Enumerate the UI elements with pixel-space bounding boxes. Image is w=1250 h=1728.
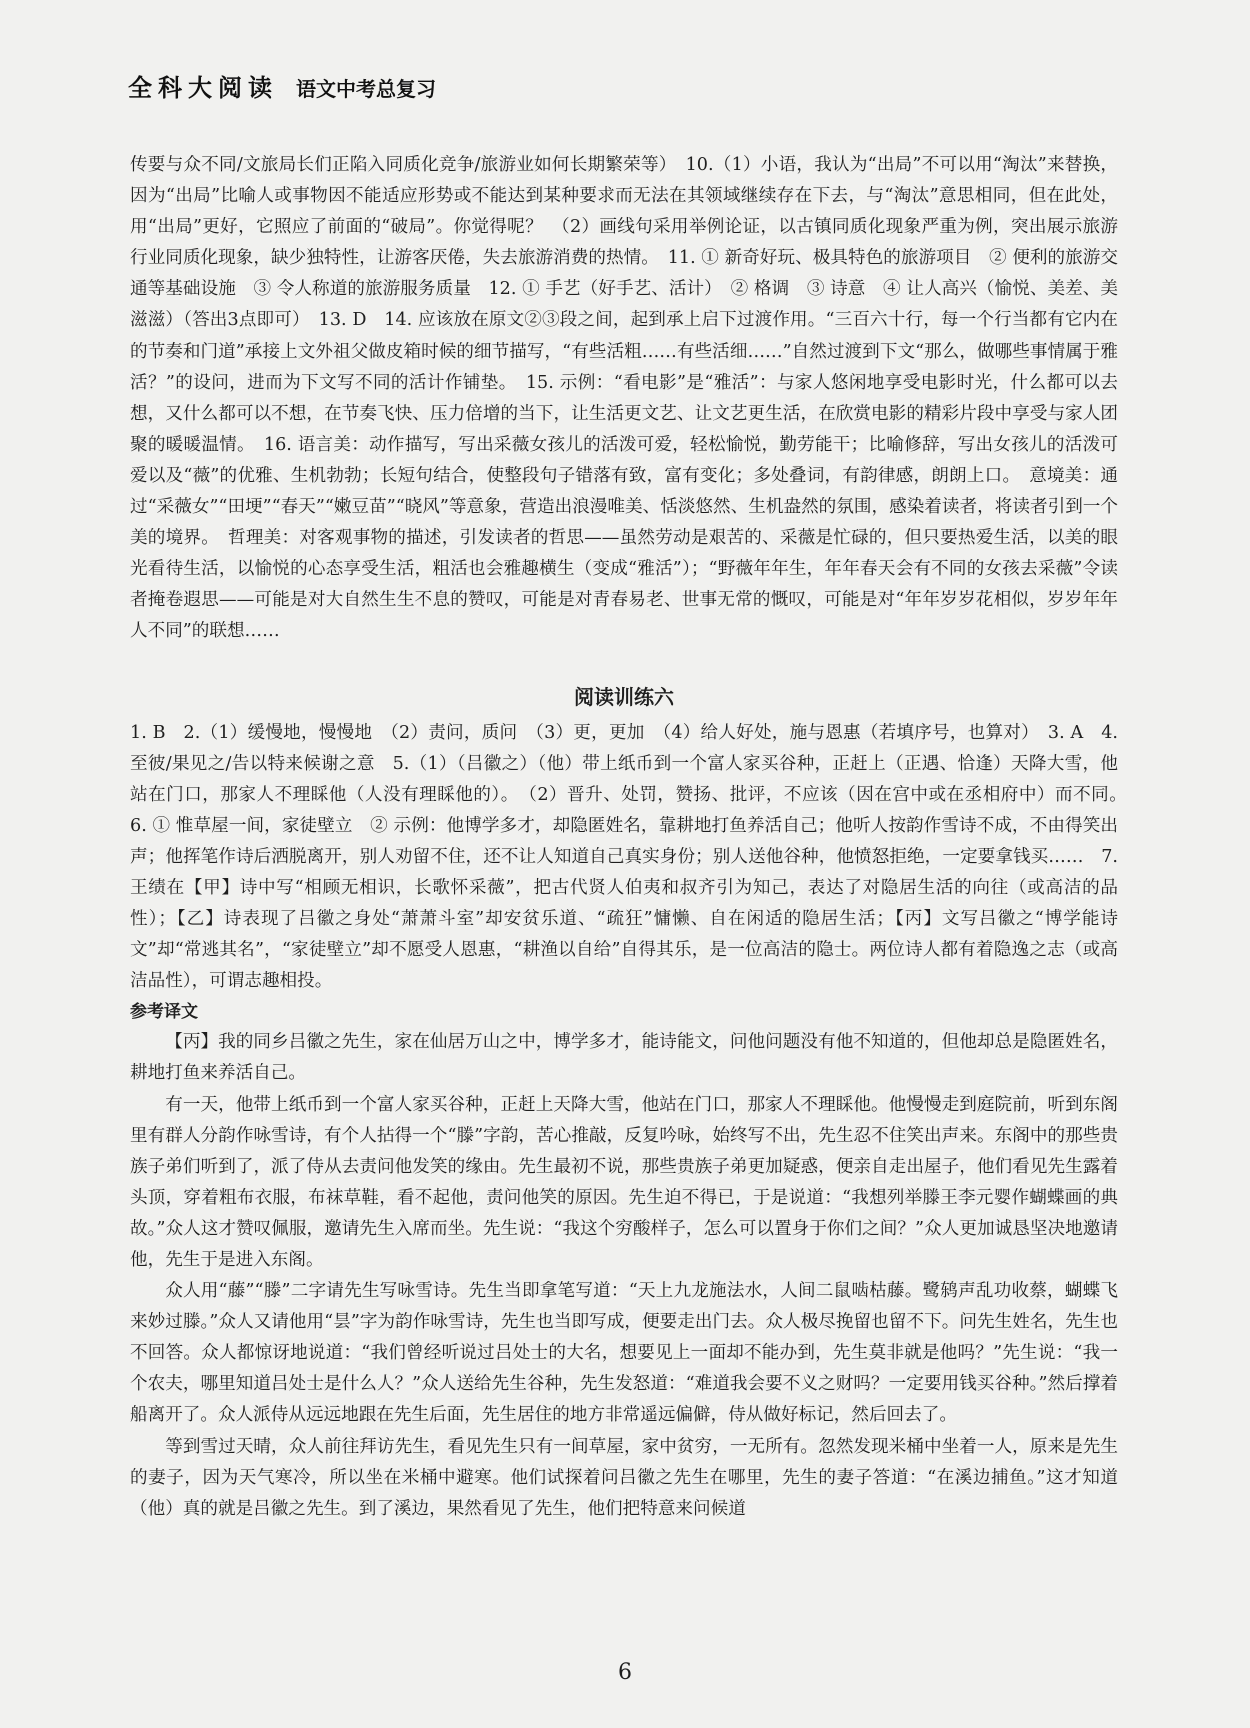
book-series-title: 全科大阅读 — [128, 74, 278, 102]
page-number: 6 — [618, 1660, 632, 1685]
book-subject-title: 语文中考总复习 — [296, 77, 436, 101]
page-content — [130, 150, 1136, 1525]
translation-title: 参考译文 — [130, 1002, 198, 1023]
answers-continued: 传要与众不同/文旅局长们正陷入同质化竞争/旅游业如何长期繁荣等） 10.（1）小语，我认为“出局”不可以用“淘汰”来替换，因为“出局”比喻人或事物因不能适应形势或不能达到某种要求而无法在其领域继续存在下去，与“淘汰”意思相同，但在此处，用“出局”更好，它照应了前面的“破局”。你觉得呢？ （2）画线句采用举例论证，以古镇同质化现象严重为例，突出展示旅游行业同质化现象，缺少独特性，让游客厌倦，失去旅游消费的热情。 11. ① 新奇好玩、极具特色的旅游项目 ② 便利的旅游交通等基础设施 ③ 令人称道的旅游服务质量 12. ① 手艺（好手艺、活计） ② 格调 ③ 诗意 ④ 让人高兴（愉悦、美差、美滋滋）（答出3点即可） 13. D 14. 应该放在原文②③段之间，起到承上启下过渡作用。“三百六十行，每一个行当都有它内在的节奏和门道”承接上文外祖父做皮箱时候的细节描写，“有些活粗……有些活细……”自然过渡到下文“那么，做哪些事情属于雅活？”的设问，进而为下文写不同的活计作铺垫。 15. 示例：“看电影”是“雅活”：与家人悠闲地享受电影时光，什么都可以去想，又什么都可以不想，在节奏飞快、压力倍增的当下，让生活更文艺、让文艺更生活，在欣赏电影的精彩片段中享受与家人团聚的暖暖温情。 16. 语言美：动作描写，写出采薇女孩儿的活泼可爱，轻松愉悦，勤劳能干；比喻修辞，写出女孩儿的活泼可爱以及“薇”的优雅、生机勃勃；长短句结合，使整段句子错落有致，富有变化；多处叠词，有韵律感，朗朗上口。 意境美：通过“采薇女”“田埂”“春天”“嫩豆苗”“晓风”等意象，营造出浪漫唯美、恬淡悠然、生机盎然的氛围，感染着读者，将读者引到一个美的境界。 哲理美：对客观事物的描述，引发读者的哲思——虽然劳动是艰苦的、采薇是忙碌的，但只要热爱生活，以美的眼光看待生活，以愉悦的心态享受生活，粗活也会雅趣横生（变成“雅活”）；“野薇年年生，年年春天会有不同的女孩去采薇”令读者掩卷遐思——可能是对大自然生生不息的赞叹，可能是对青春易老、世事无常的慨叹，可能是对“年年岁岁花相似，岁岁年年人不同”的联想…… — [130, 155, 1118, 642]
translation-paragraph: 【丙】我的同乡吕徽之先生，家在仙居万山之中，博学多才，能诗能文，问他问题没有他不知道的，但他却总是隐匿姓名，耕地打鱼来养活自己。 — [130, 1032, 1118, 1084]
translation-paragraph: 有一天，他带上纸币到一个富人家买谷种，正赶上天降大雪，他站在门口，那家人不理睬他。他慢慢走到庭院前，听到东阁里有群人分韵作咏雪诗，有个人拈得一个“滕”字韵，苦心推敲，反复吟咏，始终写不出，先生忍不住笑出声来。东阁中的那些贵族子弟们听到了，派了侍从去责问他发笑的缘由。先生最初不说，那些贵族子弟更加疑惑，便亲自走出屋子，他们看见先生露着头顶，穿着粗布衣服，布袜草鞋，看不起他，责问他笑的原因。先生迫不得已，于是说道：“我想列举滕王李元婴作蝴蝶画的典故。”众人这才赞叹佩服，邀请先生入席而坐。先生说：“我这个穷酸样子，怎么可以置身于你们之间？”众人更加诚恳坚决地邀请他，先生于是进入东阁。 — [130, 1094, 1118, 1270]
translation-paragraph: 众人用“藤”“滕”二字请先生写咏雪诗。先生当即拿笔写道：“天上九龙施法水，人间二鼠啮枯藤。鹭鸫声乱功收蔡，蝴蝶飞来妙过滕。”众人又请他用“昙”字为韵作咏雪诗，先生也当即写成，便要走出门去。众人极尽挽留也留不下。问先生姓名，先生也不回答。众人都惊讶地说道：“我们曾经听说过吕处士的大名，想要见上一面却不能办到，先生莫非就是他吗？”先生说：“我一个农夫，哪里知道吕处士是什么人？”众人送给先生谷种，先生发怒道：“难道我会要不义之财吗？一定要用钱买谷种。”然后撑着船离开了。众人派侍从远远地跟在先生后面，先生居住的地方非常遥远偏僻，侍从做好标记，然后回去了。 — [130, 1281, 1118, 1426]
page-header — [128, 68, 436, 103]
translation-paragraph: 等到雪过天晴，众人前往拜访先生，看见先生只有一间草屋，家中贫穷，一无所有。忽然发现米桶中坐着一人，原来是先生的妻子，因为天气寒冷，所以坐在米桶中避寒。他们试探着问吕徽之先生在哪里，先生的妻子答道：“在溪边捕鱼。”这才知道（他）真的就是吕徽之先生。到了溪边，果然看见了先生，他们把特意来问候道 — [130, 1436, 1118, 1519]
section-title: 阅读训练六 — [574, 684, 674, 709]
answers-section-six: 1. B 2.（1）缓慢地，慢慢地 （2）责问，质问 （3）更，更加 （4）给人好处，施与恩惠（若填序号，也算对） 3. A 4. 至彼/果见之/告以特来候谢之意 5.（1）（吕徽之）（他）带上纸币到一个富人家买谷种，正赶上（正遇、恰逢）天降大雪，他站在门口，那家人不理睬他（人没有理睬他的）。 （2）晋升、处罚，赞扬、批评，不应该（因在宫中或在丞相府中）而不同。 6. ① 惟草屋一间，家徒壁立 ② 示例：他博学多才，却隐匿姓名，靠耕地打鱼养活自己；他听人按韵作雪诗不成，不由得笑出声；他挥笔作诗后洒脱离开，别人劝留不住，还不让人知道自己真实身份；别人送他谷种，他愤怒拒绝，一定要拿钱买…… 7. 王绩在【甲】诗中写“相顾无相识，长歌怀采薇”，把古代贤人伯夷和叔齐引为知己，表达了对隐居生活的向往（或高洁的品性）；【乙】诗表现了吕徽之身处“萧萧斗室”却安贫乐道、“疏狂”慵懒、自在闲适的隐居生活；【丙】文写吕徽之“博学能诗文”却“常逃其名”，“家徒壁立”却不愿受人恩惠，“耕渔以自给”自得其乐，是一位高洁的隐士。两位诗人都有着隐逸之志（或高洁品性），可谓志趣相投。 — [130, 722, 1136, 992]
